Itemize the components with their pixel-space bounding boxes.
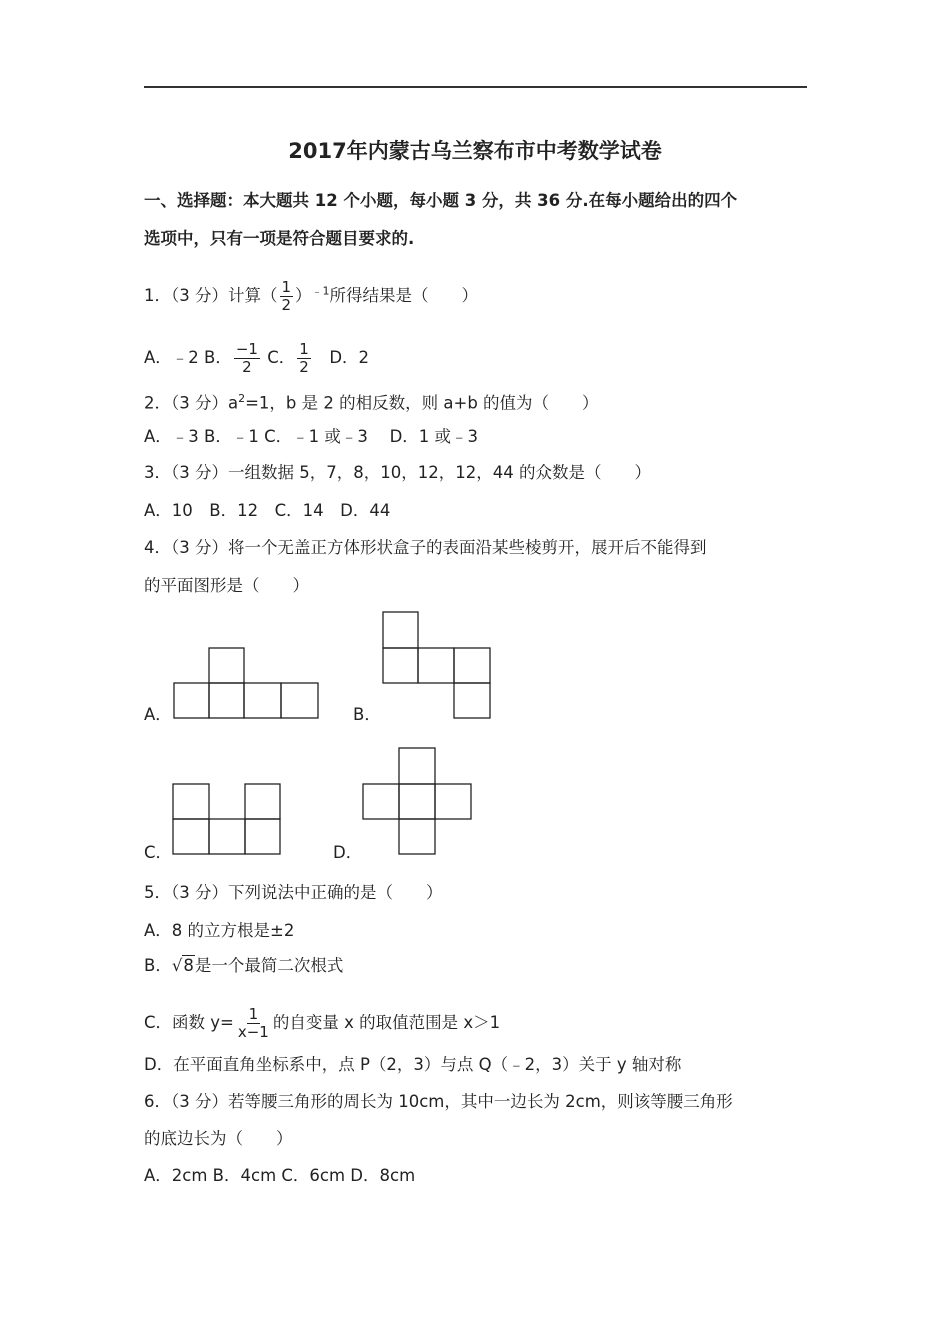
q5-option-c-den: x−1 (237, 1023, 269, 1041)
net-b-square-3 (454, 648, 490, 683)
q1-option-a: A．﹣2 B． (144, 348, 232, 367)
q1-fraction-den: 2 (281, 296, 292, 314)
net-c-square-top-right (245, 784, 280, 819)
q2-stem-post: =1，b 是 2 的相反数，则 a+b 的值为（ ） (245, 393, 599, 413)
question-5: 5．（3 分）下列说法中正确的是（ ） (144, 883, 443, 902)
q2-stem-pre: 2．（3 分）a (144, 393, 239, 413)
net-b-square-2 (418, 648, 454, 683)
net-d-square-left (363, 784, 399, 819)
q1-option-b-fraction (234, 341, 260, 376)
net-c-square-2 (209, 819, 245, 854)
net-figure-d (361, 746, 473, 856)
net-a-square-2 (209, 683, 244, 718)
section-heading-line-1: 一、选择题：本大题共 12 个小题，每小题 3 分，共 36 分.在每小题给出的四个 (144, 191, 738, 210)
net-b-square-top (383, 612, 418, 648)
q1-option-c-num: 1 (299, 340, 309, 358)
q5-option-c-fraction (236, 1006, 271, 1041)
net-b-square-bottom (454, 683, 490, 718)
q5-option-b-radicand: 8 (183, 956, 194, 975)
net-d-square-bottom (399, 819, 435, 854)
net-c-square-1 (173, 819, 209, 854)
q4-label-d: D． (333, 843, 363, 862)
question-2-options: A．﹣3 B．﹣1 C．﹣1 或﹣3 D．1 或﹣3 (144, 427, 479, 446)
section-heading-line-2: 选项中，只有一项是符合题目要求的. (144, 229, 415, 248)
net-d-square-center (399, 784, 435, 819)
q1-option-b-den: 2 (242, 358, 252, 376)
net-b-square-1 (383, 648, 418, 683)
net-d-square-top (399, 748, 435, 784)
q1-option-c-label: C． (261, 348, 296, 367)
q1-option-c-den: 2 (299, 358, 309, 376)
question-3: 3．（3 分）一组数据 5，7，8，10，12，12，44 的众数是（ ） (144, 463, 651, 482)
net-a-square-4 (281, 683, 318, 718)
q2-exponent: 2 (238, 392, 246, 405)
q1-option-d: D．2 (312, 348, 370, 367)
net-d-square-right (435, 784, 471, 819)
question-4-line-2: 的平面图形是（ ） (144, 576, 309, 595)
q4-label-c: C． (144, 843, 173, 862)
q4-label-a: A． (144, 705, 172, 724)
q5-option-b-text: 是一个最简二次根式 (194, 956, 344, 975)
q5-option-c-num: 1 (248, 1005, 259, 1023)
net-a-square-top (209, 648, 244, 683)
q5-option-c-label: C．函数 y= (144, 1013, 234, 1032)
q1-fraction-num: 1 (281, 278, 292, 296)
q1-stem-end: 所得结果是（ ） (329, 286, 479, 305)
net-a-square-3 (244, 683, 281, 718)
header-rule (144, 86, 807, 88)
q1-exponent: ﹣1 (311, 284, 330, 298)
q1-stem-pre: 1．（3 分）计算（ (144, 286, 278, 305)
q5-option-b (144, 956, 343, 976)
net-a-square-1 (174, 683, 209, 718)
net-c-square-3 (245, 819, 280, 854)
q5-option-b-label: B． (144, 956, 172, 975)
question-6-line-1: 6．（3 分）若等腰三角形的周长为 10cm，其中一边长为 2cm，则该等腰三角形 (144, 1092, 733, 1111)
q1-option-c-fraction (297, 341, 311, 376)
question-6-line-2: 的底边长为（ ） (144, 1129, 293, 1148)
q1-fraction (280, 279, 294, 314)
q5-option-d: D．在平面直角坐标系中，点 P（2，3）与点 Q（﹣2，3）关于 y 轴对称 (144, 1055, 682, 1074)
question-6-options: A．2cm B．4cm C．6cm D．8cm (144, 1166, 416, 1185)
question-1-options (144, 341, 369, 376)
q1-option-b-num: −1 (235, 340, 258, 358)
question-3-options: A．10 B．12 C．14 D．44 (144, 501, 391, 520)
page-title: 2017年内蒙古乌兰察布市中考数学试卷 (288, 139, 662, 163)
question-1 (144, 279, 478, 314)
net-figure-c (171, 782, 283, 856)
q5-option-c (144, 1006, 500, 1041)
question-2 (144, 389, 599, 414)
net-c-square-top-left (173, 784, 209, 819)
net-figure-b (381, 610, 493, 720)
q1-stem-post: ） (295, 286, 312, 305)
q5-option-c-text: 的自变量 x 的取值范围是 x＞1 (272, 1013, 501, 1032)
q4-label-b: B． (353, 705, 381, 724)
question-4-line-1: 4．（3 分）将一个无盖正方体形状盒子的表面沿某些棱剪开，展开后不能得到 (144, 538, 707, 557)
net-figure-a (172, 646, 320, 720)
q5-option-a: A．8 的立方根是±2 (144, 921, 295, 940)
sqrt-symbol: √ (171, 956, 183, 975)
